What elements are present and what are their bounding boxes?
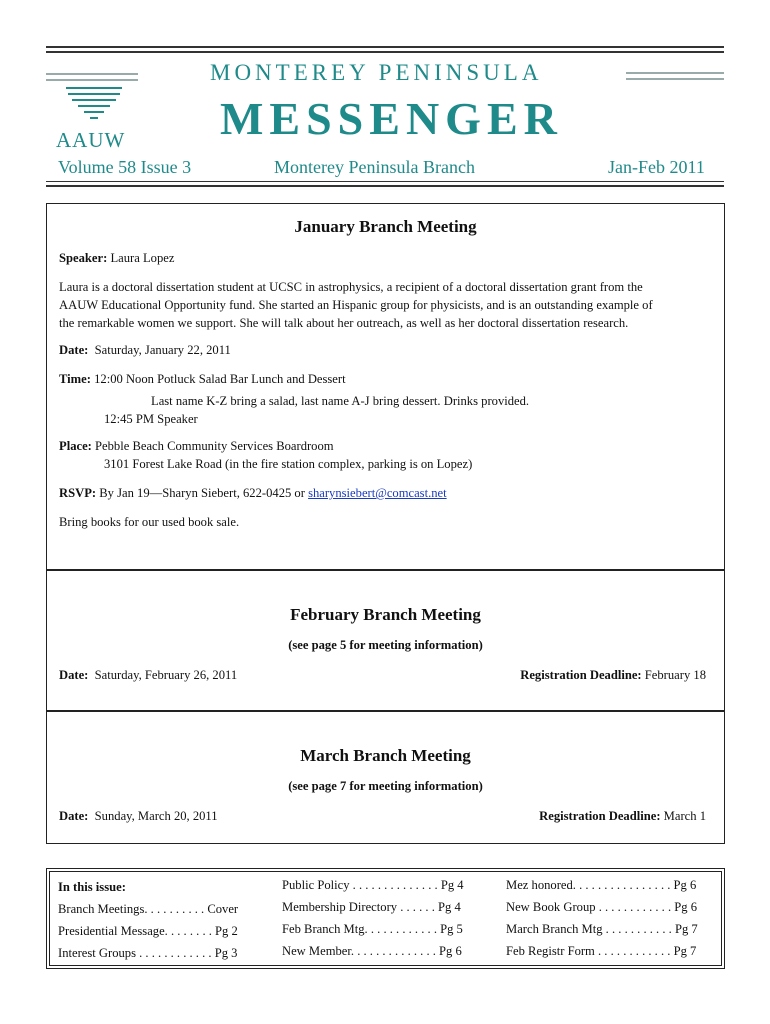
january-address: 3101 Forest Lake Road (in the fire station complex, parking is on Lopez) — [104, 457, 473, 471]
masthead-rule-bottom-2 — [46, 185, 724, 187]
toc-item[interactable]: March Branch Mtg . . . . . . . . . . . Pg 7 — [506, 922, 698, 936]
rsvp-label: RSVP: — [59, 486, 97, 500]
masthead-rule-top — [46, 46, 724, 48]
january-time: 12:00 Noon Potluck Salad Bar Lunch and Dessert — [94, 372, 346, 386]
toc-item[interactable]: Mez honored. . . . . . . . . . . . . . . . Pg 6 — [506, 878, 697, 892]
january-place: Pebble Beach Community Services Boardroom — [95, 439, 334, 453]
march-registration-deadline: March 1 — [663, 809, 706, 823]
speaker-bio-1: Laura is a doctoral dissertation student at UCSC in astrophysics, a recipient of a doctoral dissertation grant from the — [59, 280, 643, 294]
speaker-line — [59, 249, 174, 267]
march-heading: March Branch Meeting — [300, 746, 471, 765]
masthead-rule-bottom — [46, 181, 724, 182]
february-date-line — [59, 666, 237, 684]
february-meeting-box — [46, 570, 725, 711]
february-date: Saturday, February 26, 2011 — [94, 668, 238, 682]
february-registration-deadline: February 18 — [644, 668, 706, 682]
masthead-rule-right — [626, 72, 724, 80]
registration-label: Registration Deadline: — [520, 668, 642, 682]
march-subheading: (see page 7 for meeting information) — [288, 779, 483, 793]
february-heading: February Branch Meeting — [290, 605, 481, 624]
rsvp-text: By Jan 19—Sharyn Siebert, 622-0425 or — [99, 486, 309, 500]
toc-item[interactable]: New Member. . . . . . . . . . . . . . Pg 6 — [282, 944, 462, 958]
speaker-label: Speaker: — [59, 251, 108, 265]
toc-item[interactable]: Public Policy . . . . . . . . . . . . . . Pg 4 — [282, 878, 464, 892]
book-sale-note: Bring books for our used book sale. — [59, 515, 240, 529]
toc-item[interactable]: Interest Groups . . . . . . . . . . . . Pg 3 — [58, 946, 238, 960]
march-date-line — [59, 807, 218, 825]
masthead-subtitle: MONTEREY PENINSULA — [210, 60, 543, 85]
march-registration-line — [539, 807, 706, 825]
date-label: Date: — [59, 668, 89, 682]
toc-item[interactable]: Membership Directory . . . . . . Pg 4 — [282, 900, 461, 914]
february-registration-line — [520, 666, 706, 684]
issue-date: Jan-Feb 2011 — [608, 157, 705, 177]
march-date: Sunday, March 20, 2011 — [94, 809, 218, 823]
registration-label: Registration Deadline: — [539, 809, 661, 823]
place-label: Place: — [59, 439, 92, 453]
time-label: Time: — [59, 372, 91, 386]
january-time-line — [59, 370, 346, 388]
speaker-bio-2: AAUW Educational Opportunity fund. She started an Hispanic group for physicists, and is an outstanding example of — [59, 298, 653, 312]
logo-text: AAUW — [56, 128, 126, 152]
toc-item[interactable]: Presidential Message. . . . . . . . Pg 2 — [58, 924, 238, 938]
january-place-line — [59, 437, 334, 455]
volume-issue: Volume 58 Issue 3 — [58, 157, 192, 177]
date-label: Date: — [59, 809, 89, 823]
branch-name: Monterey Peninsula Branch — [274, 157, 475, 177]
masthead-title: MESSENGER — [220, 93, 563, 144]
toc-item[interactable]: New Book Group . . . . . . . . . . . . Pg 6 — [506, 900, 698, 914]
date-label: Date: — [59, 343, 89, 357]
masthead-rule-top-2 — [46, 51, 724, 53]
january-time-note: Last name K-Z bring a salad, last name A-J bring dessert. Drinks provided. — [151, 394, 530, 408]
february-subheading: (see page 5 for meeting information) — [288, 638, 483, 652]
speaker-bio-3: the remarkable women we support. She will talk about her outreach, as well as her doctoral dissertation research. — [59, 316, 629, 330]
january-speaker-time: 12:45 PM Speaker — [104, 412, 198, 426]
rsvp-email-link[interactable]: sharynsiebert@comcast.net — [308, 486, 447, 500]
january-date: Saturday, January 22, 2011 — [94, 343, 231, 357]
speaker-name: Laura Lopez — [110, 251, 175, 265]
march-meeting-box — [46, 711, 725, 844]
toc-item[interactable]: Feb Registr Form . . . . . . . . . . . . Pg 7 — [506, 944, 697, 958]
january-meeting-box — [46, 203, 725, 570]
january-date-line — [59, 341, 231, 359]
january-heading: January Branch Meeting — [294, 217, 477, 236]
toc-item[interactable]: Feb Branch Mtg. . . . . . . . . . . . Pg 5 — [282, 922, 463, 936]
toc-item[interactable]: Branch Meetings. . . . . . . . . . Cover — [58, 902, 239, 916]
toc-title: In this issue: — [58, 880, 126, 894]
rsvp-line — [59, 484, 447, 502]
